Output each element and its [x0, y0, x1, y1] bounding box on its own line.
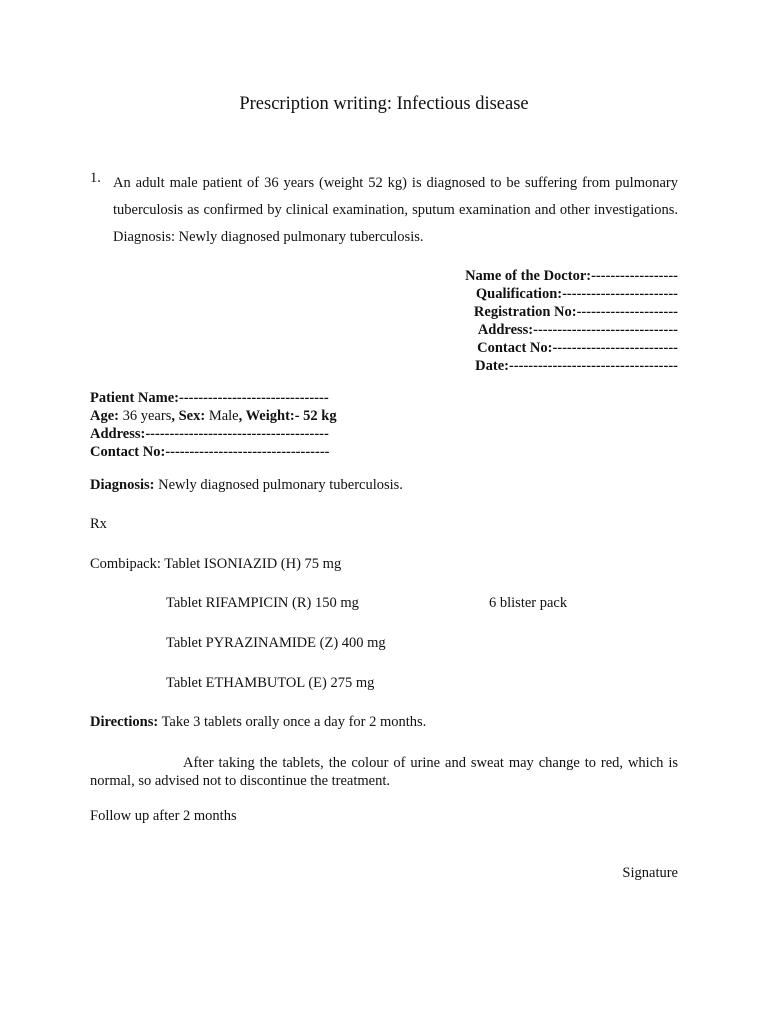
- page-title: Prescription writing: Infectious disease: [239, 94, 529, 114]
- patient-age-sex-weight: Age: 36 years, Sex: Male, Weight:- 52 kg: [90, 408, 337, 424]
- case-number: 1.: [90, 170, 101, 186]
- rifampicin-line: Tablet RIFAMPICIN (R) 150 mg: [166, 595, 359, 611]
- doctor-address-field: Address:------------------------------: [477, 322, 678, 338]
- diagnosis-line: Diagnosis: Newly diagnosed pulmonary tuberculosis.: [90, 477, 403, 493]
- pyrazinamide-line: Tablet PYRAZINAMIDE (Z) 400 mg: [166, 635, 386, 651]
- case-text: An adult male patient of 36 years (weight 52 kg) is diagnosed to be suffering from pulmonary tuberculosis as confirmed by clinical examination, sputum examination and other investigations. Diagnosis: Newly diagnosed pulmonary tuberculosis.: [113, 175, 678, 245]
- rx-symbol: Rx: [90, 516, 107, 532]
- doctor-contact-field: Contact No:--------------------------: [477, 340, 678, 356]
- date-field: Date:-----------------------------------: [475, 358, 678, 374]
- doctor-details: [465, 267, 678, 375]
- doctor-name-field: Name of the Doctor:------------------: [465, 268, 678, 284]
- patient-address-field: Address:--------------------------------------: [90, 426, 329, 442]
- doctor-qualification-field: Qualification:------------------------: [475, 286, 678, 302]
- doctor-registration-field: Registration No:---------------------: [473, 304, 678, 320]
- advice-paragraph: After taking the tablets, the colour of urine and sweat may change to red, which is normal, so advised not to discontinue the treatment.: [90, 755, 678, 789]
- patient-contact-field: Contact No:----------------------------------: [90, 444, 330, 460]
- combipack-line: Combipack: Tablet ISONIAZID (H) 75 mg: [90, 556, 342, 572]
- blister-pack-note: 6 blister pack: [489, 595, 568, 611]
- follow-up-line: Follow up after 2 months: [90, 808, 237, 824]
- patient-details: [90, 389, 337, 461]
- patient-name-field: Patient Name:-------------------------------: [90, 390, 329, 406]
- ethambutol-line: Tablet ETHAMBUTOL (E) 275 mg: [166, 675, 375, 691]
- directions-line: Directions: Take 3 tablets orally once a day for 2 months.: [90, 714, 427, 730]
- signature-label: Signature: [622, 865, 678, 881]
